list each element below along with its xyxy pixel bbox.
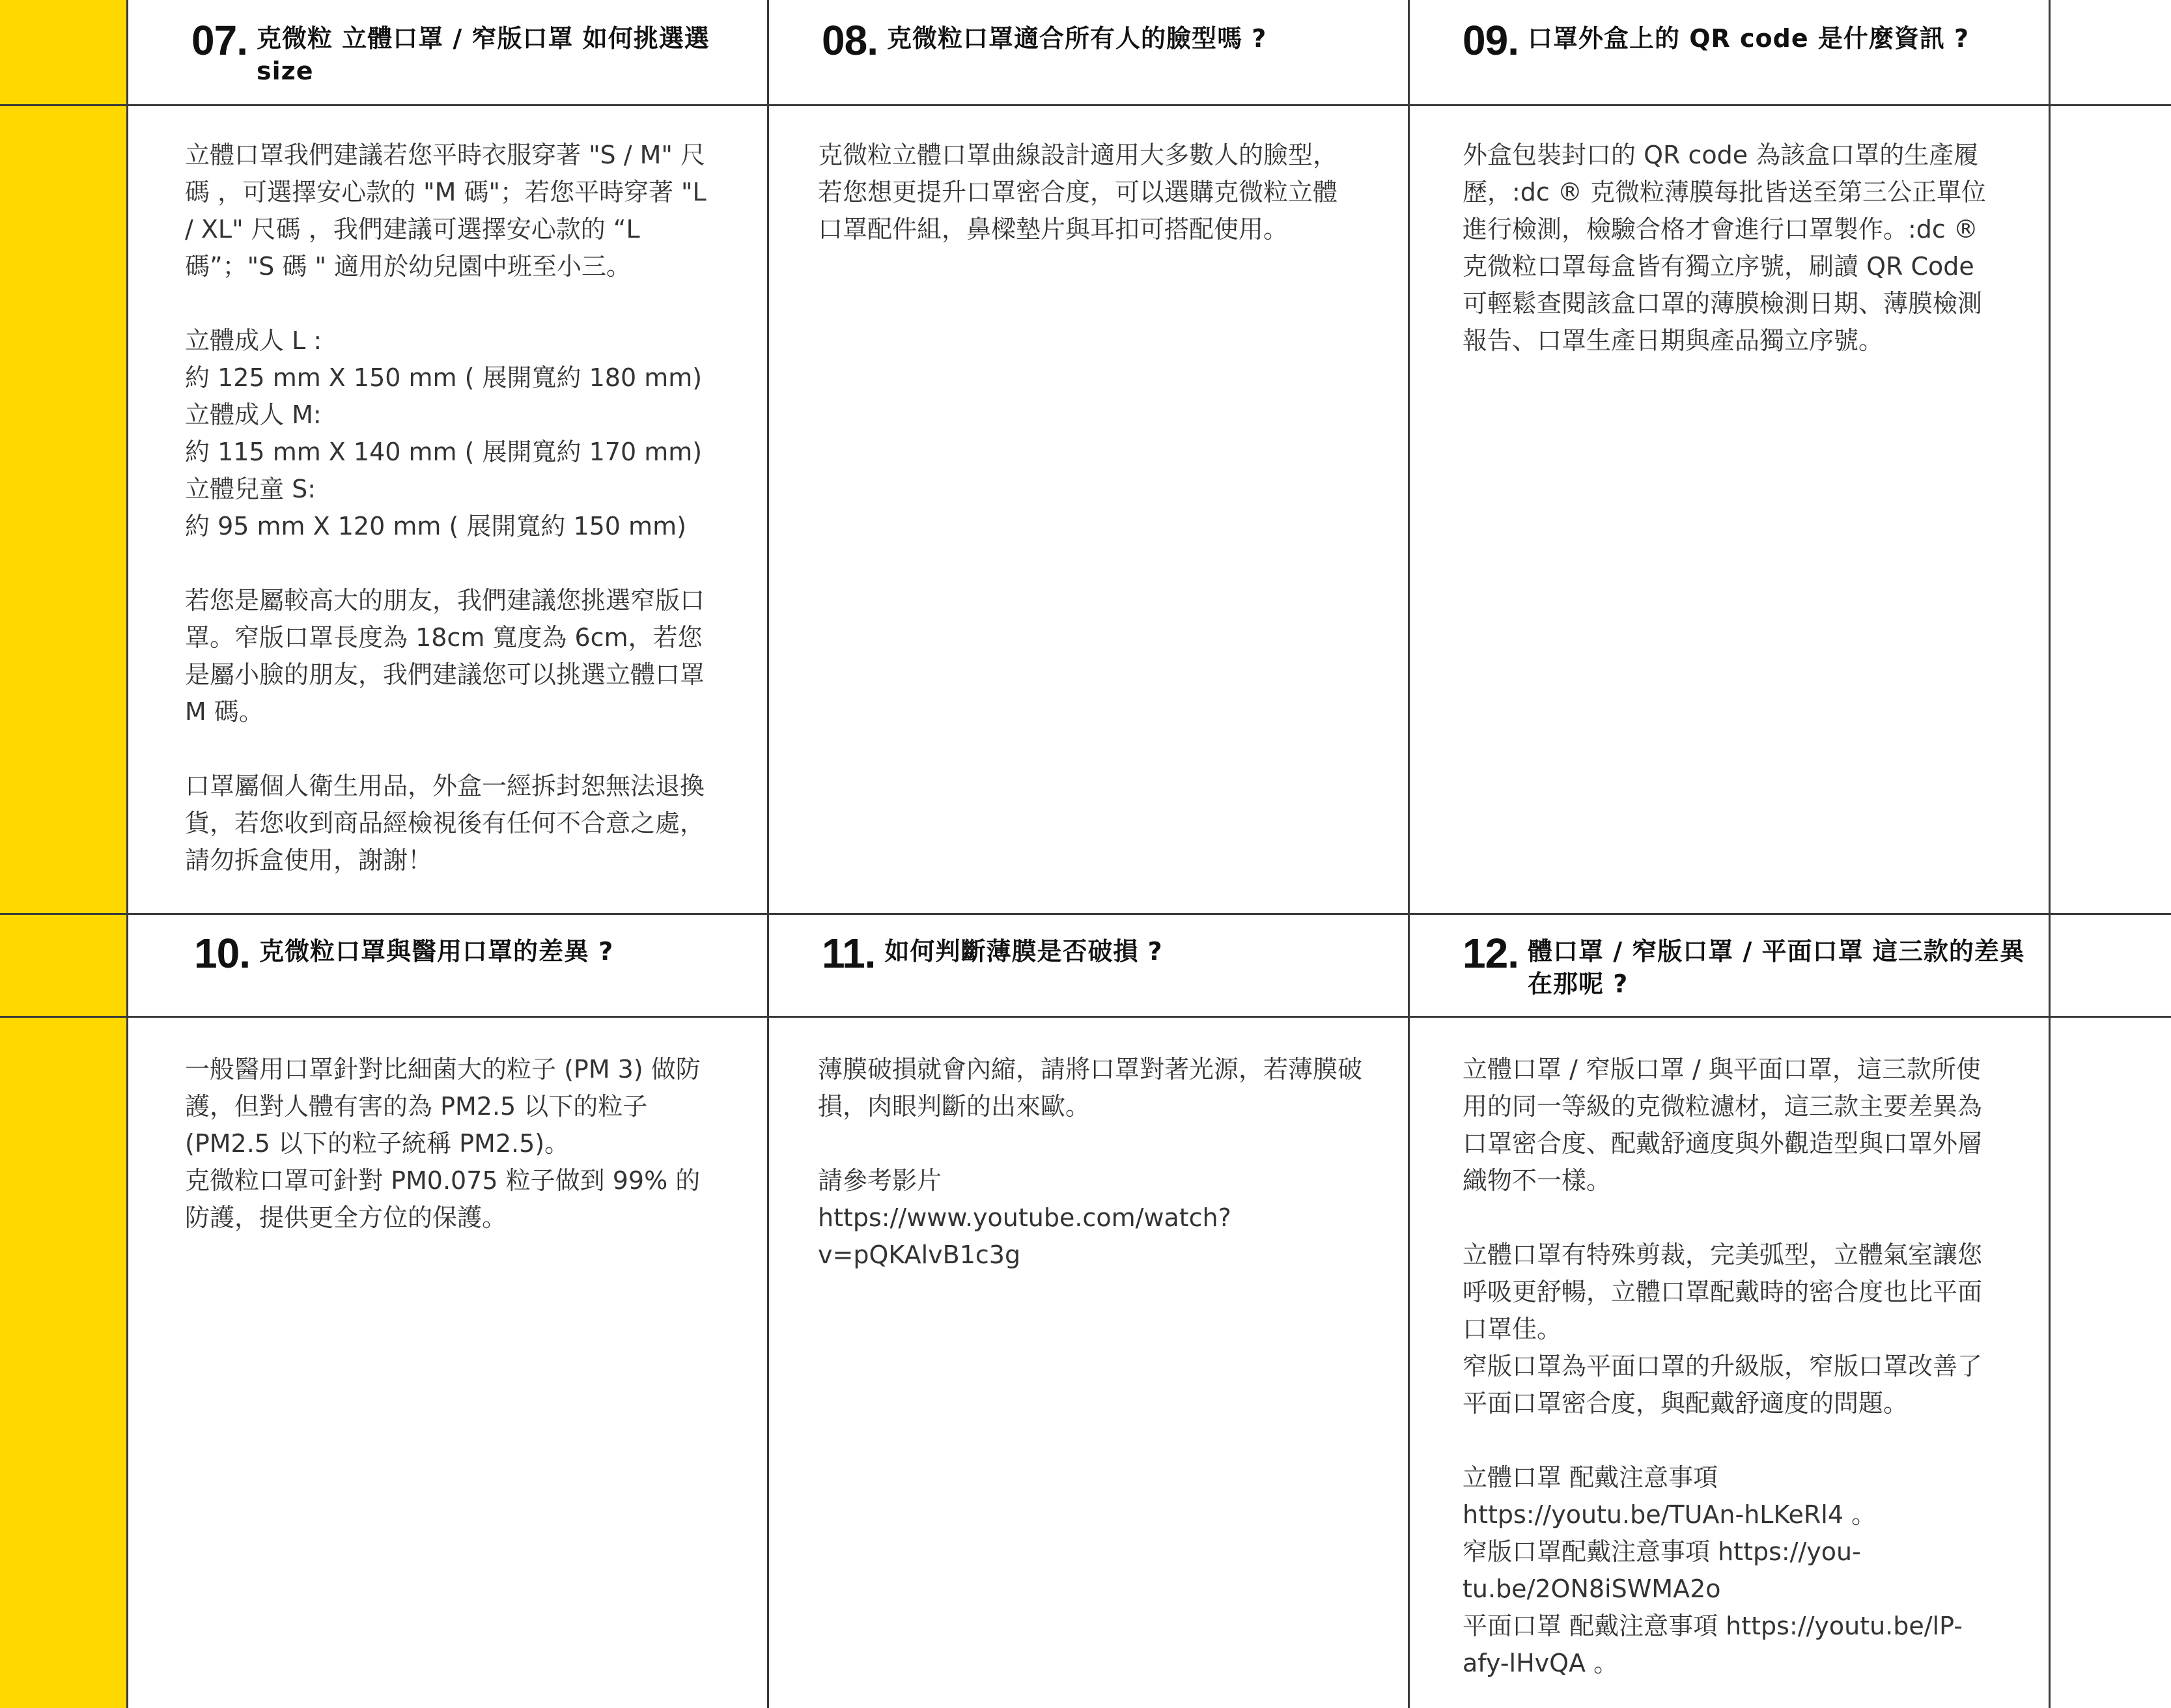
faq-11-title: 如何判斷薄膜是否破損 ? bbox=[884, 937, 1163, 966]
row-divider bbox=[126, 913, 2171, 915]
faq-09-header bbox=[1463, 17, 2036, 64]
column-divider bbox=[2049, 0, 2051, 1708]
faq-10-header bbox=[194, 930, 728, 977]
faq-11-video-link[interactable]: 請參考影片 https://www.youtube.com/watch?v=pQKAlvB1c3g bbox=[818, 1166, 1231, 1269]
faq-12-answer bbox=[1463, 1051, 2003, 1682]
faq-07-title: 克微粒 立體口罩 / 窄版口罩 如何挑選選 size bbox=[256, 24, 710, 85]
row-divider bbox=[126, 1016, 2171, 1018]
column-divider bbox=[767, 0, 769, 1708]
faq-10-number: 10. bbox=[194, 930, 250, 977]
faq-10-paragraph: 一般醫用口罩針對比細菌大的粒子 (PM 3) 做防護，但對人體有害的為 PM2.5 以下的粒子 (PM2.5 以下的粒子統稱 PM2.5)。 克微粒口罩可針對 PM0.075 粒子做到 99% 的防護，提供更全方位的保護。 bbox=[185, 1055, 701, 1232]
column-divider bbox=[126, 0, 128, 1708]
faq-12-paragraph: 立體口罩有特殊剪裁，完美弧型，立體氣室讓您呼吸更舒暢，立體口罩配戴時的密合度也比平面口罩佳。 窄版口罩為平面口罩的升級版，窄版口罩改善了平面口罩密合度，與配戴舒適度的問題。 bbox=[1463, 1240, 1983, 1418]
faq-11-number: 11. bbox=[822, 930, 876, 977]
faq-07-number: 07. bbox=[191, 17, 247, 64]
band-divider bbox=[0, 104, 126, 106]
faq-12-paragraph: 立體口罩 / 窄版口罩 / 與平面口罩，這三款所使用的同一等級的克微粒濾材，這三款主要差異為口罩密合度、配戴舒適度與外觀造型與口罩外層織物不一樣。 bbox=[1463, 1055, 1983, 1195]
faq-10-title: 克微粒口罩與醫用口罩的差異 ? bbox=[259, 937, 614, 966]
faq-08-header bbox=[822, 17, 1382, 64]
faq-11-header bbox=[822, 930, 1382, 977]
row-divider bbox=[126, 104, 2171, 106]
faq-08-paragraph: 克微粒立體口罩曲線設計適用大多數人的臉型，若您想更提升口罩密合度，可以選購克微粒立體口罩配件組，鼻樑墊片與耳扣可搭配使用。 bbox=[818, 141, 1338, 244]
faq-07-paragraph: 若您是屬較高大的朋友，我們建議您挑選窄版口罩。窄版口罩長度為 18cm 寬度為 6cm，若您是屬小臉的朋友，我們建議您可以挑選立體口罩 M 碼。 bbox=[185, 586, 705, 726]
faq-07-paragraph: 立體成人 L : 約 125 mm X 150 mm ( 展開寬約 180 mm) 立體成人 M: 約 115 mm X 140 mm ( 展開寬約 170 mm) 立體兒童 S: 約 95 mm X 120 mm ( 展開寬約 150 mm) bbox=[185, 326, 703, 540]
faq-11-answer bbox=[818, 1051, 1365, 1274]
faq-11-paragraph: 薄膜破損就會內縮，請將口罩對著光源，若薄膜破損，肉眼判斷的出來歐。 bbox=[818, 1055, 1363, 1121]
faq-09-paragraph: 外盒包裝封口的 QR code 為該盒口罩的生產履歷，:dc ® 克微粒薄膜每批皆送至第三公正單位進行檢測，檢驗合格才會進行口罩製作。:dc ® 克微粒口罩每盒皆有獨立序號，刷讀 QR Code 可輕鬆查閱該盒口罩的薄膜檢測日期、薄膜檢測報告、口罩生產日期與產品獨立序號。 bbox=[1463, 141, 1986, 355]
band-divider bbox=[0, 1016, 126, 1018]
faq-08-number: 08. bbox=[822, 17, 878, 64]
faq-09-answer bbox=[1463, 137, 2003, 359]
faq-07-answer bbox=[185, 137, 712, 879]
faq-07-header bbox=[191, 17, 725, 87]
faq-08-title: 克微粒口罩適合所有人的臉型嗎 ? bbox=[886, 24, 1267, 53]
faq-12-title: 體口罩 / 窄版口罩 / 平面口罩 這三款的差異在那呢 ? bbox=[1527, 937, 2025, 998]
faq-07-paragraph: 立體口罩我們建議若您平時衣服穿著 "S / M" 尺碼 ，可選擇安心款的 "M 碼"；若您平時穿著 "L / XL" 尺碼 ，我們建議可選擇安心款的 “L 碼”；"S 碼 " 適用於幼兒園中班至小三。 bbox=[185, 141, 707, 281]
band-divider bbox=[0, 913, 126, 915]
faq-12-video-links[interactable]: 立體口罩 配戴注意事項 https://youtu.be/TUAn-hLKeRl4 。 窄版口罩配戴注意事項 https://you-tu.be/2ON8iSWMA2o 平面口罩 配戴注意事項 https://youtu.be/lP-afy-lHvQA 。 bbox=[1463, 1463, 1963, 1677]
faq-12-number: 12. bbox=[1463, 930, 1519, 977]
faq-07-paragraph: 口罩屬個人衛生用品，外盒一經拆封恕無法退換貨，若您收到商品經檢視後有任何不合意之處，請勿拆盒使用，謝謝！ bbox=[185, 772, 705, 875]
column-divider bbox=[1408, 0, 1410, 1708]
faq-08-answer bbox=[818, 137, 1358, 248]
faq-10-answer bbox=[185, 1051, 712, 1237]
faq-09-title: 口罩外盒上的 QR code 是什麼資訊 ? bbox=[1527, 24, 1970, 53]
yellow-side-band bbox=[0, 0, 126, 1708]
faq-12-header bbox=[1463, 932, 2049, 1000]
faq-09-number: 09. bbox=[1463, 17, 1519, 64]
